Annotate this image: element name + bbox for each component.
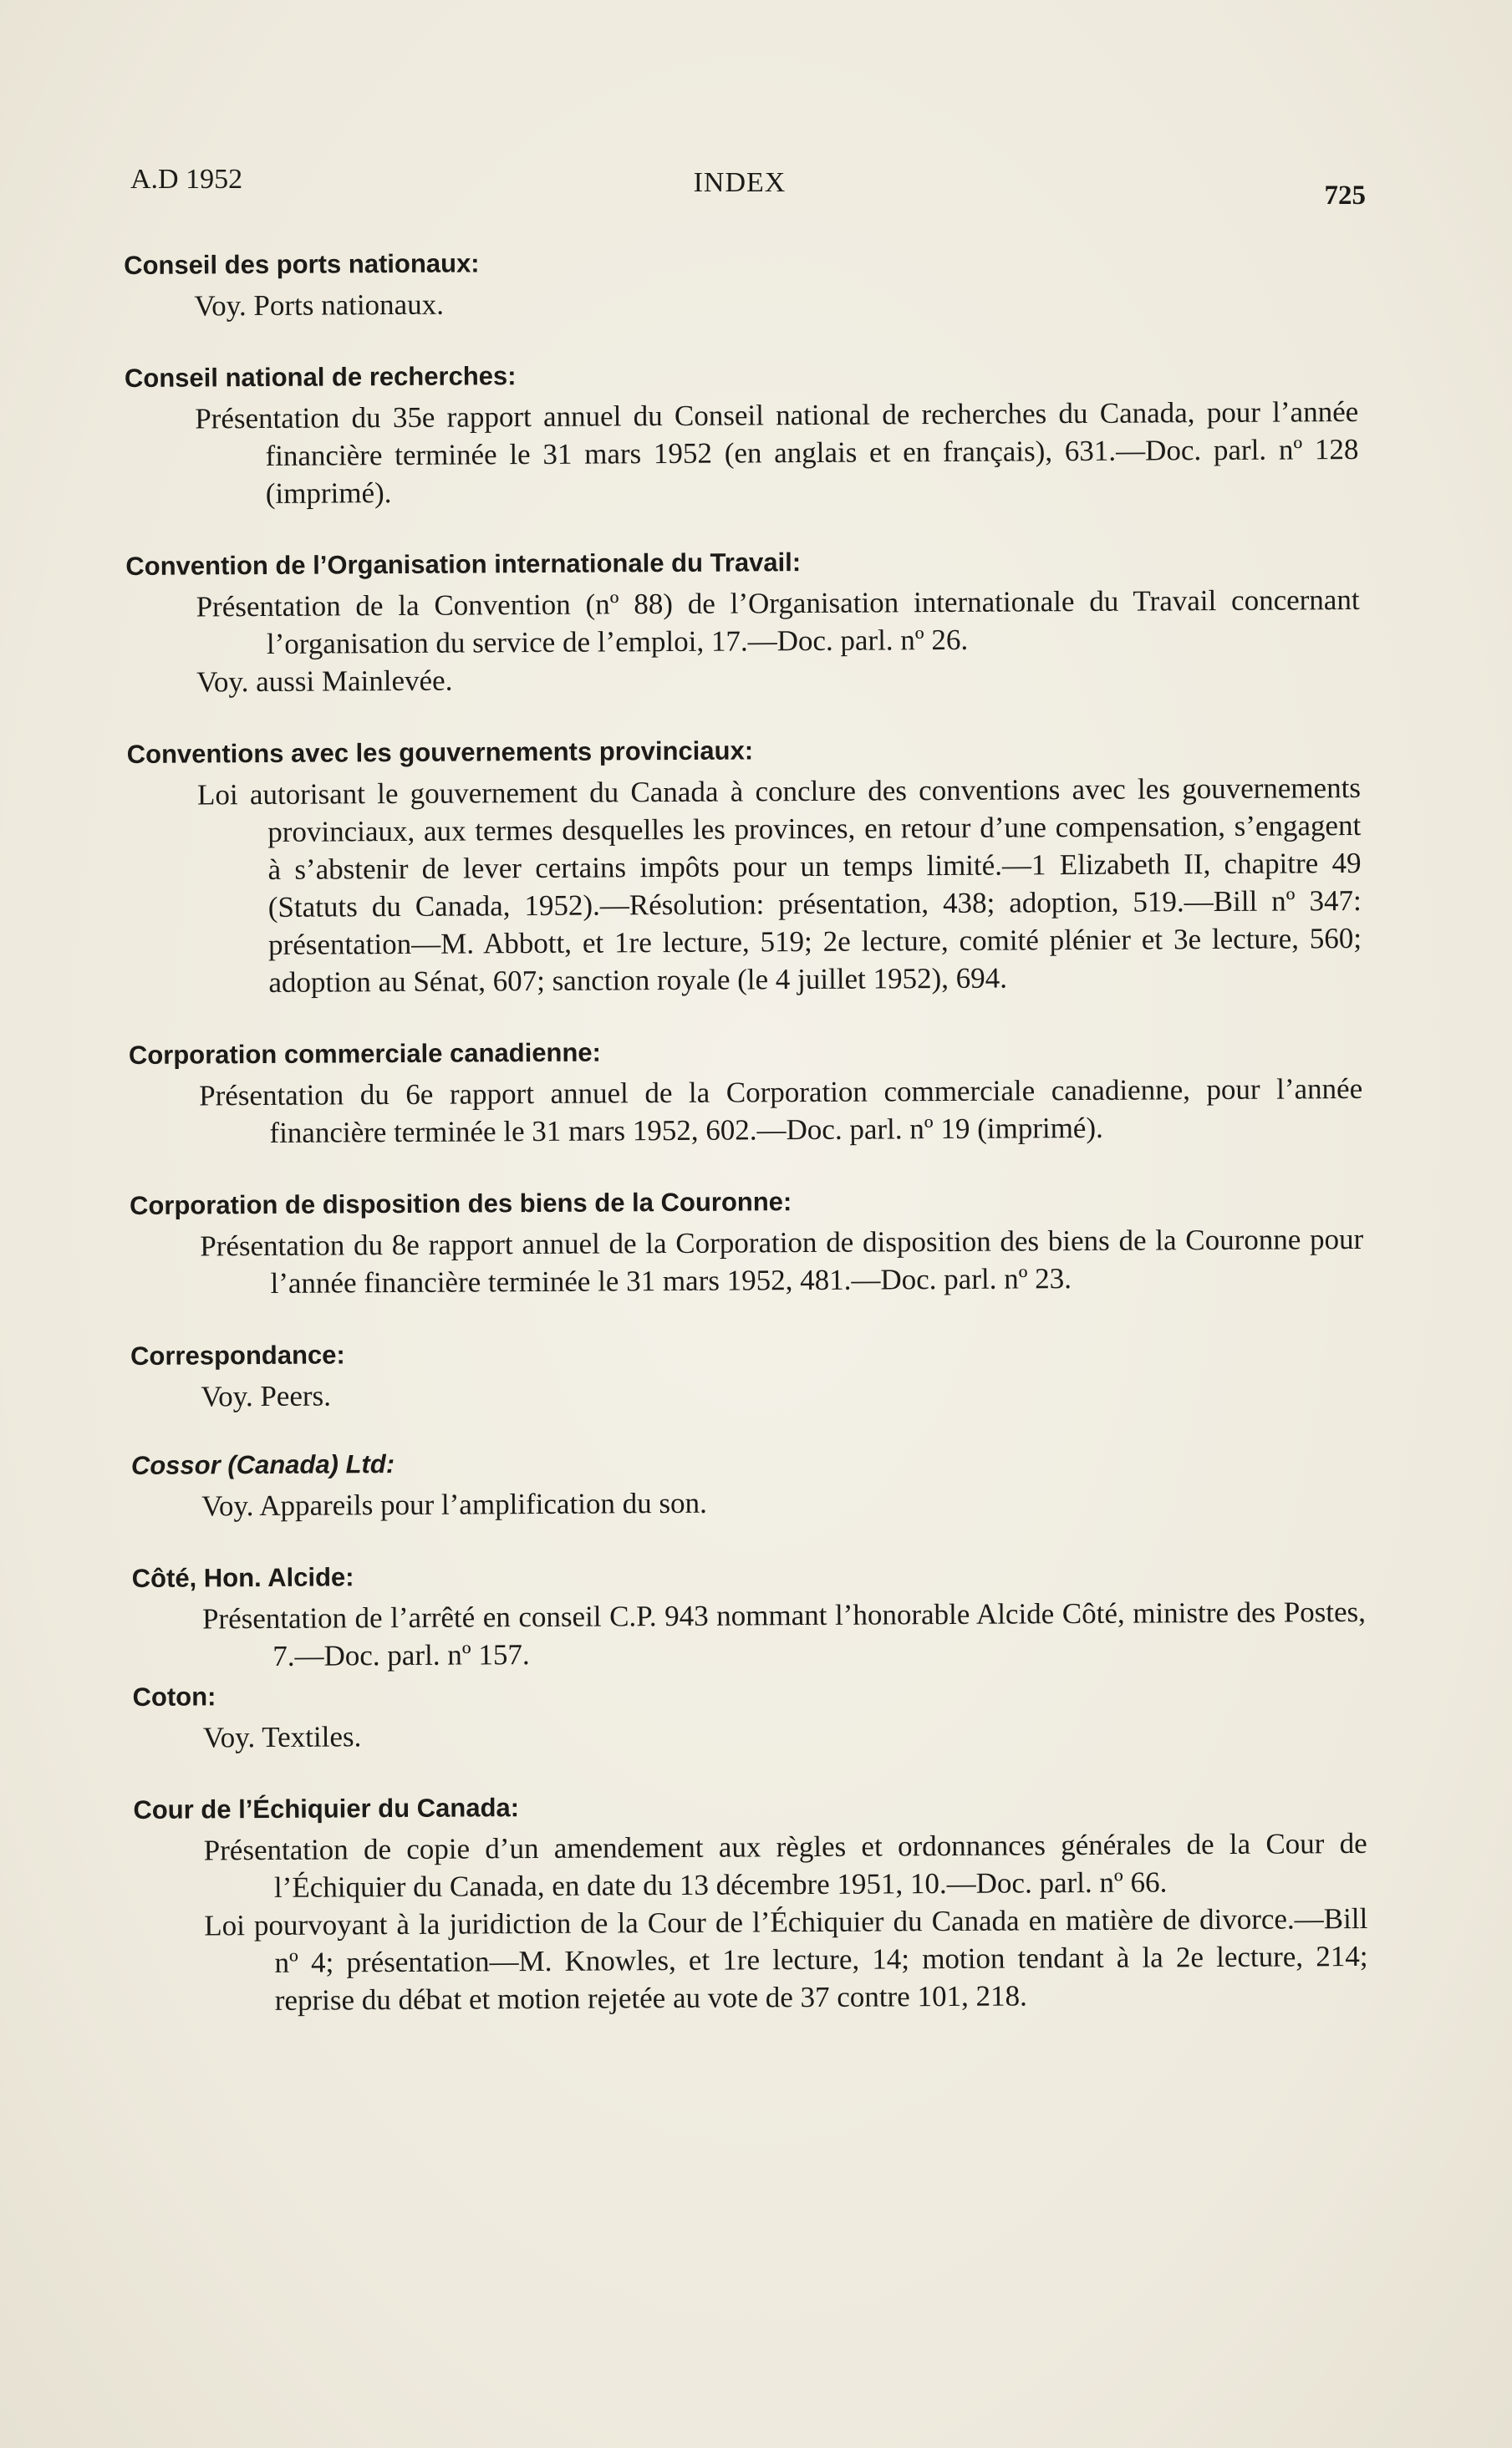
entry-heading: Coton: xyxy=(132,1682,216,1712)
entry-heading: Côté, Hon. Alcide: xyxy=(131,1562,354,1593)
entry-item: Loi pourvoyant à la juridiction de la Cour de l’Échiquier du Canada en matière de divorce.—Bill nº 4; présentation—M. Knowles, et 1re lecture, 14; motion tendant à la 2e lecture, 214; reprise du débat et motion rejetée au vote de 37 contre 101, 218. xyxy=(204,1901,1368,2017)
entry-item: Voy. Peers. xyxy=(201,1379,332,1413)
index-entry xyxy=(125,353,1359,513)
index-body xyxy=(124,240,1368,2055)
entry-heading: Corporation commerciale canadienne: xyxy=(128,1037,602,1070)
entry-item: Présentation de la Convention (nº 88) de l’Organisation internationale du Travail concernant l’organisation du service de l’emploi, 17.—Doc. parl. nº 26. xyxy=(196,583,1360,660)
index-entry xyxy=(125,541,1360,701)
index-entry xyxy=(130,1180,1364,1303)
entry-item: Voy. aussi Mainlevée. xyxy=(196,664,453,699)
entry-item: Présentation de copie d’un amendement aux règles et ordonnances générales de la Cour de l’Échiquier du Canada, en date du 13 décembre 1951, 10.—Doc. parl. nº 66. xyxy=(203,1826,1367,1904)
entry-heading: Convention de l’Organisation internationale du Travail: xyxy=(125,547,802,581)
index-entry xyxy=(131,1440,1366,1525)
index-entry xyxy=(130,1331,1365,1416)
entry-heading: Conseil national de recherches: xyxy=(124,361,517,393)
header-year: A.D 1952 xyxy=(130,164,243,195)
index-entry xyxy=(129,1030,1363,1153)
index-entry xyxy=(132,1672,1367,1757)
index-entry xyxy=(133,1784,1368,2020)
entry-item: Présentation de l’arrêté en conseil C.P. 943 nommant l’honorable Alcide Côté, ministre des Postes, 7.—Doc. parl. nº 157. xyxy=(201,1595,1367,1672)
entry-item: Loi autorisant le gouvernement du Canada à conclure des conventions avec les gouvernements provinciaux, aux termes desquelles les provinces, en retour d’une compensation, s’engagent à s’abstenir de lever certains impôts pour un temps limité.—1 Elizabeth II, chapitre 49 (Statuts du Canada, 1952).—Résolution: présentation, 438; adoption, 519.—Bill nº 347: présentation—M. Abbott, et 1re lecture, 519; 2e lecture, comité plénier et 3e lecture, 560; adoption au Sénat, 607; sanction royale (le 4 juillet 1952), 694. xyxy=(196,771,1362,999)
entry-heading: Correspondance: xyxy=(130,1340,345,1371)
entry-item: Présentation du 35e rapport annuel du Conseil national de recherches du Canada, pour l’année financière terminée le 31 mars 1952 (en anglais et en français), 631.—Doc. parl. nº 128 (imprimé). xyxy=(195,394,1359,510)
entry-heading: Conventions avec les gouvernements provinciaux: xyxy=(126,735,754,769)
running-head xyxy=(125,159,1366,211)
entry-item: Présentation du 8e rapport annuel de la Corporation de disposition des biens de la Couronne pour l’année financière terminée le 31 mars 1952, 481.—Doc. parl. nº 23. xyxy=(200,1222,1364,1300)
entry-item: Présentation du 6e rapport annuel de la Corporation commerciale canadienne, pour l’année financière terminée le 31 mars 1952, 602.—Doc. parl. nº 19 (imprimé). xyxy=(199,1071,1363,1149)
entry-heading: Cossor (Canada) Ltd: xyxy=(130,1449,395,1480)
entry-heading: Corporation de disposition des biens de la Couronne: xyxy=(129,1187,792,1220)
entry-item: Voy. Ports nationaux. xyxy=(194,288,445,323)
entry-heading: Cour de l’Échiquier du Canada: xyxy=(133,1793,520,1825)
index-entry xyxy=(132,1553,1367,1676)
entry-item: Voy. Appareils pour l’amplification du son. xyxy=(201,1486,707,1523)
entry-heading: Conseil des ports nationaux: xyxy=(124,248,480,280)
index-entry xyxy=(124,240,1358,325)
page-number: 725 xyxy=(1324,181,1366,211)
header-title: INDEX xyxy=(693,167,787,198)
entry-item: Voy. Textiles. xyxy=(202,1720,362,1754)
index-entry xyxy=(127,729,1362,1002)
